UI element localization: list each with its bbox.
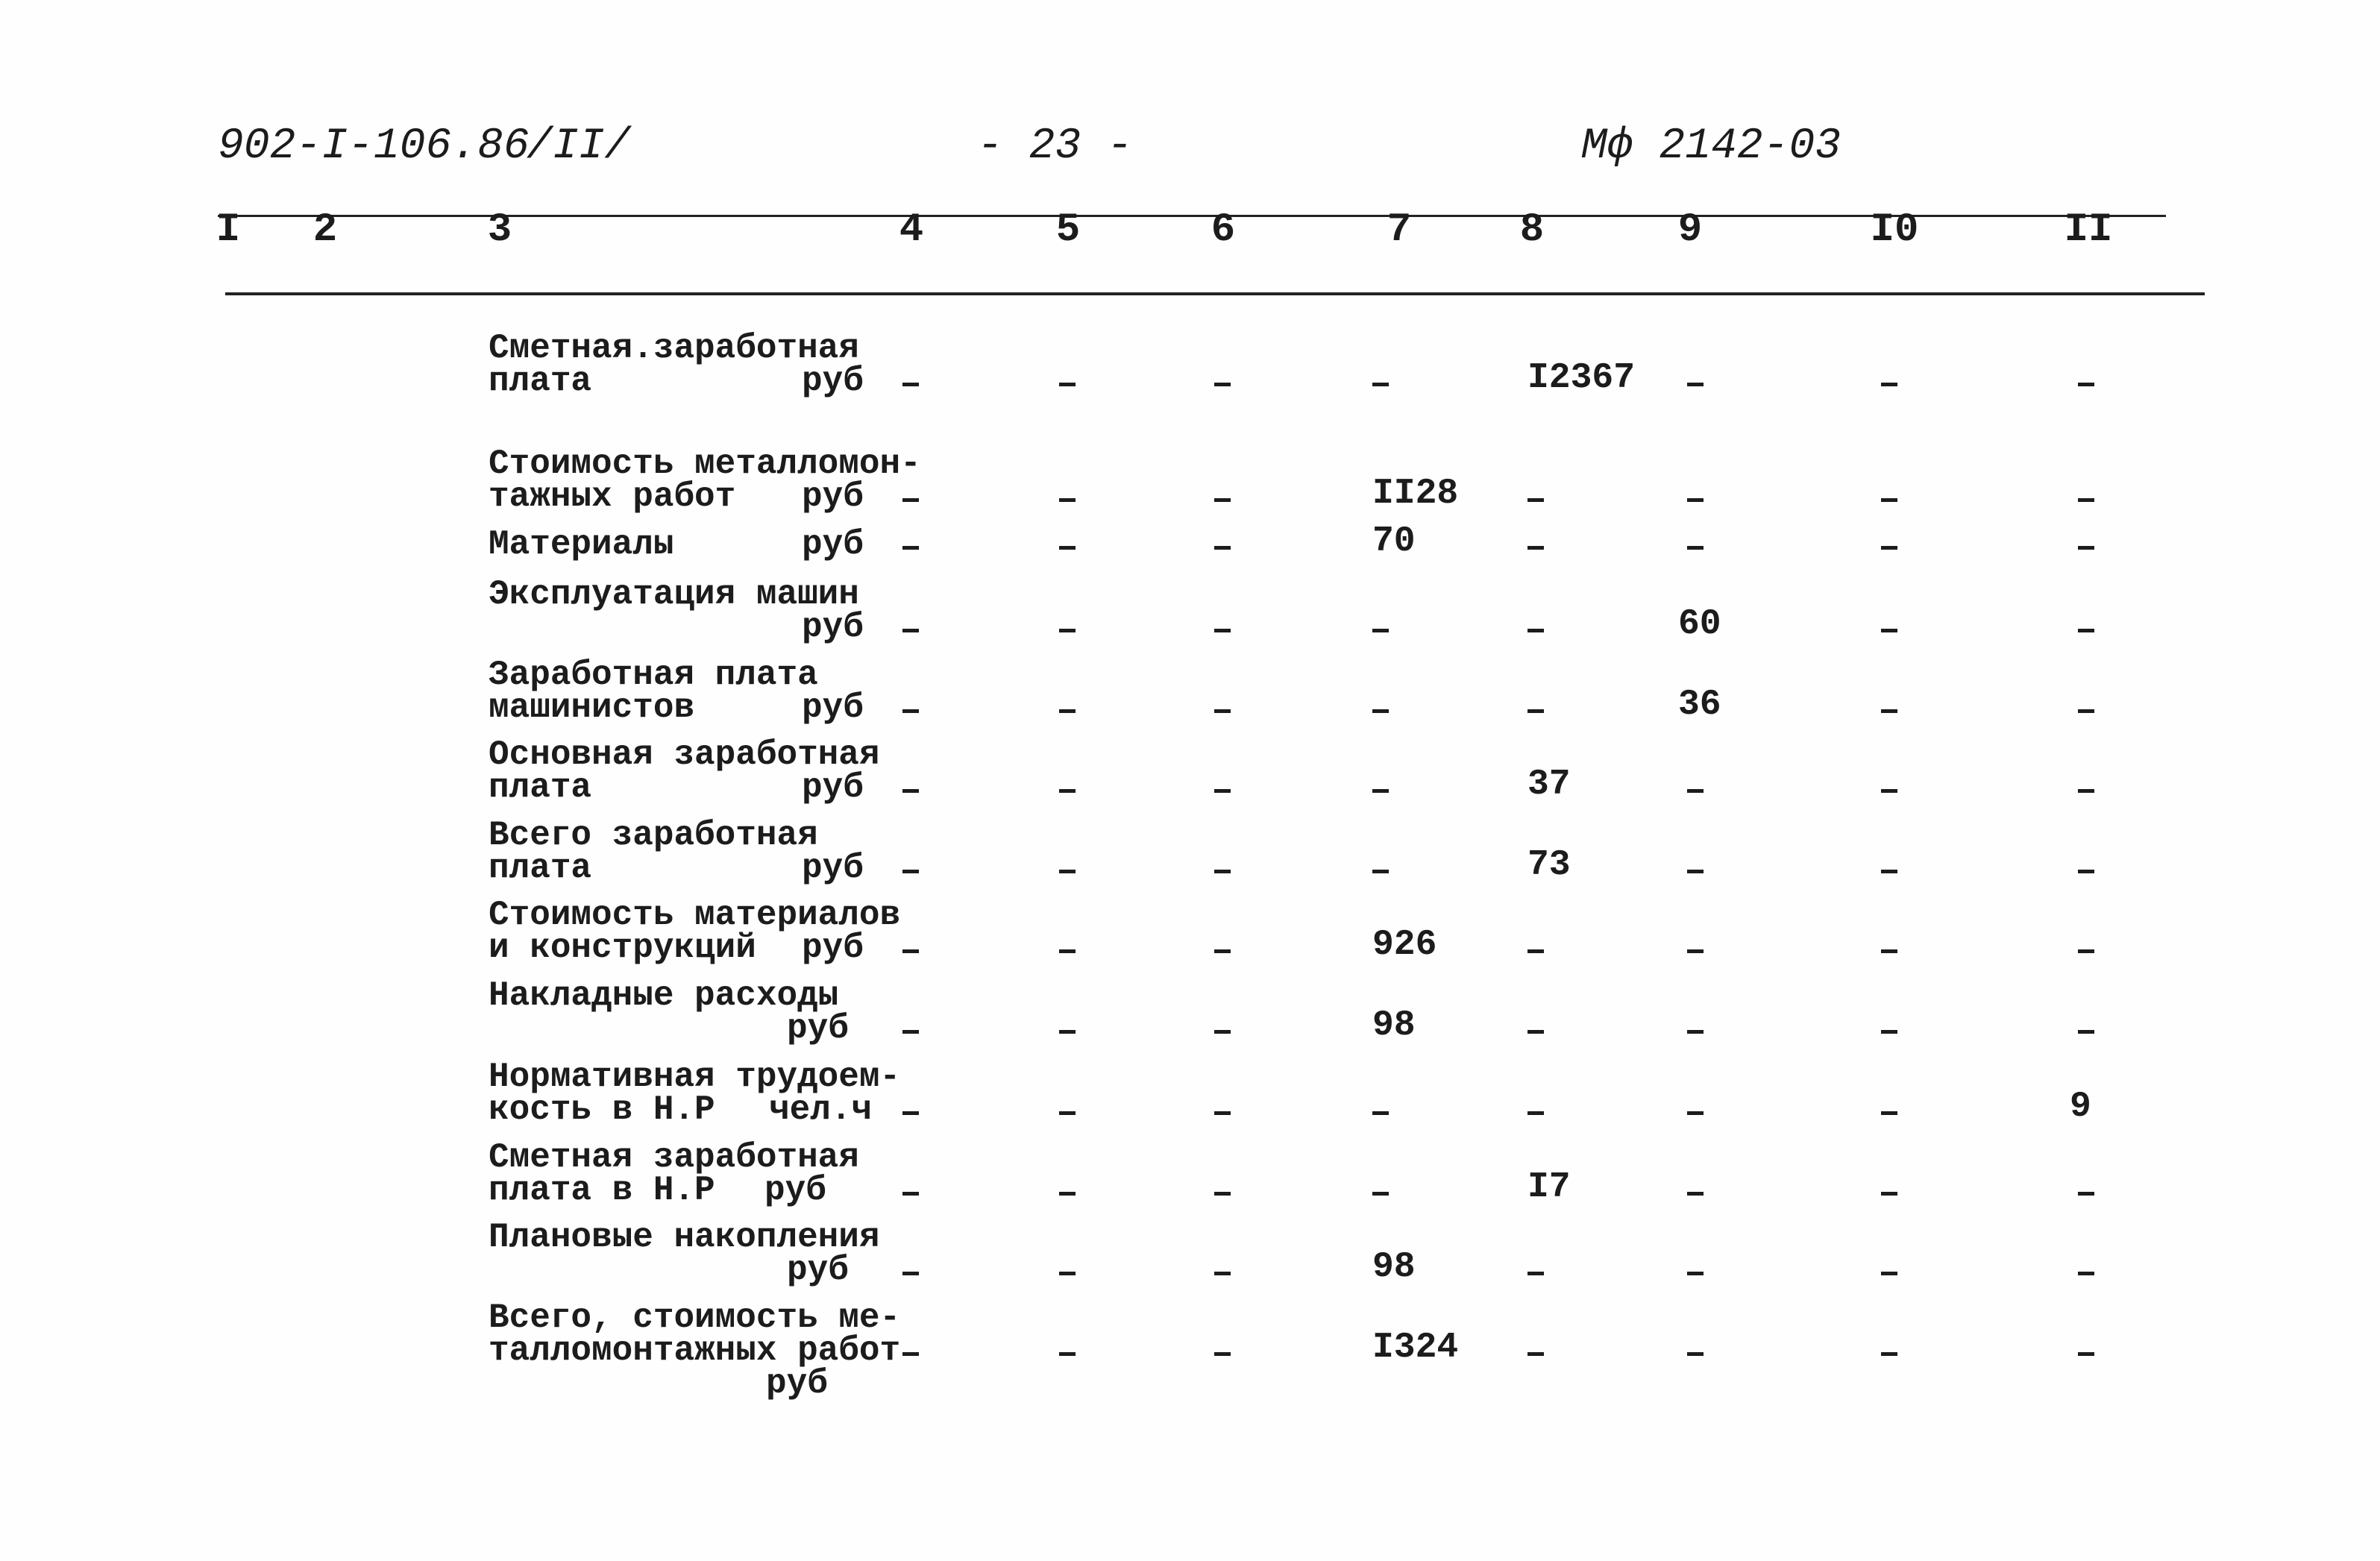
dash-mark <box>1059 546 1076 550</box>
row-label <box>489 656 906 727</box>
dash-mark <box>2078 789 2094 793</box>
dash-mark <box>1059 498 1076 502</box>
value-cell: 36 <box>1678 685 1721 725</box>
column-number-3: 3 <box>487 207 512 253</box>
row-unit: руб <box>802 768 864 807</box>
row-label-line: Всего заработная <box>489 816 818 855</box>
row-label-line: талломонтажных работ <box>489 1331 901 1370</box>
dash-mark <box>902 949 919 953</box>
value-cell: 73 <box>1527 845 1571 885</box>
column-number-1: I <box>216 207 241 253</box>
dash-mark <box>902 870 919 873</box>
dash-mark <box>902 498 919 502</box>
dash-mark <box>1527 1111 1544 1115</box>
value-cell: 9 <box>2070 1087 2091 1127</box>
doc-code: 902-I-106.86 <box>218 122 530 171</box>
dash-mark <box>902 1111 919 1115</box>
dash-mark <box>1527 709 1544 713</box>
dash-mark <box>2078 546 2094 550</box>
dash-mark <box>1527 1272 1544 1275</box>
dash-mark <box>1059 629 1076 632</box>
dash-mark <box>1687 546 1704 550</box>
dash-mark <box>1214 1272 1231 1275</box>
dash-mark <box>1214 949 1231 953</box>
column-number-5: 5 <box>1055 207 1081 253</box>
dash-mark <box>1372 789 1389 793</box>
row-label-line: Нормативная трудоем- <box>489 1058 901 1096</box>
row-label-line: плата в Н.Р <box>489 1171 715 1210</box>
dash-mark <box>1881 383 1897 386</box>
dash-mark <box>1687 1352 1704 1356</box>
row-unit: чел.ч <box>769 1090 873 1129</box>
dash-mark <box>2078 1352 2094 1356</box>
row-label-line: машинистов <box>489 688 695 727</box>
dash-mark <box>1687 949 1704 953</box>
dash-mark <box>1214 789 1231 793</box>
value-cell: 37 <box>1527 764 1571 805</box>
dash-mark <box>1059 949 1076 953</box>
row-label <box>489 896 906 967</box>
reference-code: Мф 2142-03 <box>1581 122 1841 171</box>
row-label <box>489 816 906 888</box>
dash-mark <box>1059 1272 1076 1275</box>
dash-mark <box>1059 1192 1076 1196</box>
row-label-line: Сметная.заработная <box>489 329 859 368</box>
dash-mark <box>1687 1272 1704 1275</box>
row-unit: руб <box>802 362 864 401</box>
value-cell: II28 <box>1372 474 1459 514</box>
dash-mark <box>1372 629 1389 632</box>
dash-mark <box>1372 383 1389 386</box>
dash-mark <box>1881 1352 1897 1356</box>
column-number-11: II <box>2064 207 2113 253</box>
dash-mark <box>1059 709 1076 713</box>
dash-mark <box>2078 949 2094 953</box>
dash-mark <box>1881 870 1897 873</box>
dash-mark <box>1881 709 1897 713</box>
dash-mark <box>1881 1272 1897 1275</box>
dash-mark <box>1214 1192 1231 1196</box>
row-label-line: Заработная плата <box>489 656 818 694</box>
row-label <box>489 1218 906 1290</box>
dash-mark <box>902 383 919 386</box>
dash-mark <box>1214 870 1231 873</box>
row-label <box>489 976 906 1048</box>
dash-mark <box>1214 498 1231 502</box>
dash-mark <box>1527 949 1544 953</box>
dash-mark <box>1059 789 1076 793</box>
dash-mark <box>1687 498 1704 502</box>
column-number-7: 7 <box>1387 207 1412 253</box>
dash-mark <box>1059 1352 1076 1356</box>
dash-mark <box>1059 1111 1076 1115</box>
row-label-line: Стоимость металломон- <box>489 445 921 483</box>
dash-mark <box>1214 383 1231 386</box>
row-label-line: Материалы <box>489 525 674 564</box>
dash-mark <box>1059 870 1076 873</box>
dash-mark <box>902 629 919 632</box>
row-label-line: и конструкций <box>489 929 756 967</box>
dash-mark <box>2078 498 2094 502</box>
dash-mark <box>1687 1192 1704 1196</box>
column-number-4: 4 <box>899 207 924 253</box>
dash-mark <box>2078 629 2094 632</box>
dash-mark <box>1687 870 1704 873</box>
dash-mark <box>902 1192 919 1196</box>
row-label <box>489 525 906 564</box>
row-label <box>489 329 906 401</box>
dash-mark <box>1214 1111 1231 1115</box>
value-cell: I7 <box>1527 1167 1571 1207</box>
dash-mark <box>1687 1030 1704 1034</box>
sheet-mark: /II/ <box>527 122 631 171</box>
dash-mark <box>902 789 919 793</box>
dash-mark <box>1881 629 1897 632</box>
row-label-line: Накладные расходы <box>489 976 839 1015</box>
dash-mark <box>902 1030 919 1034</box>
row-unit: руб <box>787 1251 849 1290</box>
dash-mark <box>902 546 919 550</box>
value-cell: 926 <box>1372 925 1437 965</box>
dash-mark <box>1059 383 1076 386</box>
row-label-line: Всего, стоимость ме- <box>489 1298 901 1337</box>
dash-mark <box>1527 498 1544 502</box>
row-label-line: плата <box>489 849 592 888</box>
dash-mark <box>1214 1352 1231 1356</box>
dash-mark <box>2078 383 2094 386</box>
dash-mark <box>902 1352 919 1356</box>
row-label <box>489 1138 906 1210</box>
row-unit: руб <box>766 1364 828 1403</box>
row-label <box>489 1058 906 1129</box>
dash-mark <box>1881 1192 1897 1196</box>
column-number-9: 9 <box>1677 207 1703 253</box>
dash-mark <box>1214 709 1231 713</box>
row-unit: руб <box>802 525 864 564</box>
row-unit: руб <box>802 608 864 647</box>
dash-mark <box>1527 546 1544 550</box>
dash-mark <box>1527 1030 1544 1034</box>
row-label-line: Стоимость материалов <box>489 896 901 935</box>
row-label <box>489 1298 906 1403</box>
value-cell: 98 <box>1372 1247 1416 1287</box>
row-label-line: Эксплуатация машин <box>489 575 859 614</box>
value-cell: I324 <box>1372 1328 1459 1368</box>
row-label <box>489 735 906 807</box>
dash-mark <box>1372 1111 1389 1115</box>
row-unit: руб <box>787 1009 849 1048</box>
dash-mark <box>1687 789 1704 793</box>
column-number-10: I0 <box>1870 207 1919 253</box>
dash-mark <box>1881 1030 1897 1034</box>
header-bottom-rule <box>225 292 2205 295</box>
dash-mark <box>1881 498 1897 502</box>
column-number-8: 8 <box>1519 207 1545 253</box>
value-cell: 60 <box>1678 604 1721 644</box>
dash-mark <box>1881 1111 1897 1115</box>
dash-mark <box>1881 949 1897 953</box>
row-label-line: Основная заработная <box>489 735 880 774</box>
dash-mark <box>1687 383 1704 386</box>
dash-mark <box>2078 1192 2094 1196</box>
dash-mark <box>1687 1111 1704 1115</box>
dash-mark <box>2078 709 2094 713</box>
dash-mark <box>1881 546 1897 550</box>
row-unit: руб <box>802 477 864 516</box>
value-cell: 98 <box>1372 1005 1416 1046</box>
dash-mark <box>1372 1192 1389 1196</box>
row-label <box>489 445 921 516</box>
row-label-line: кость в Н.Р <box>489 1090 715 1129</box>
row-label <box>489 575 906 647</box>
column-number-2: 2 <box>313 207 338 253</box>
row-label-line: Плановые накопления <box>489 1218 880 1257</box>
dash-mark <box>1059 1030 1076 1034</box>
dash-mark <box>902 1272 919 1275</box>
dash-mark <box>1214 1030 1231 1034</box>
column-number-6: 6 <box>1211 207 1236 253</box>
dash-mark <box>1214 629 1231 632</box>
dash-mark <box>1372 709 1389 713</box>
dash-mark <box>2078 870 2094 873</box>
row-label-line: тажных работ <box>489 477 736 516</box>
value-cell: I2367 <box>1527 358 1636 398</box>
dash-mark <box>2078 1030 2094 1034</box>
row-unit: руб <box>802 688 864 727</box>
dash-mark <box>1881 789 1897 793</box>
dash-mark <box>1527 1352 1544 1356</box>
dash-mark <box>1527 629 1544 632</box>
dash-mark <box>2078 1272 2094 1275</box>
dash-mark <box>1214 546 1231 550</box>
dash-mark <box>1372 870 1389 873</box>
row-label-line: Сметная заработная <box>489 1138 859 1177</box>
row-unit: руб <box>802 929 864 967</box>
row-label-line: плата <box>489 362 592 401</box>
page-number: - 23 - <box>977 122 1133 171</box>
row-label-line: плата <box>489 768 592 807</box>
row-unit: руб <box>764 1171 826 1210</box>
value-cell: 70 <box>1372 521 1416 562</box>
dash-mark <box>902 709 919 713</box>
row-unit: руб <box>802 849 864 888</box>
